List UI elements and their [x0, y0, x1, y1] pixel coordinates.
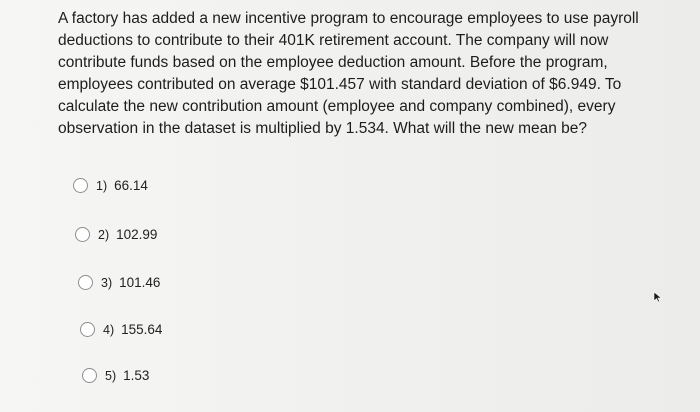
- radio-button-icon[interactable]: [75, 227, 90, 242]
- question-line-6: observation in the dataset is multiplied by 1.534. What will the new mean be?: [58, 120, 588, 137]
- option-value: 155.64: [121, 322, 163, 337]
- answer-option-5[interactable]: [82, 368, 149, 383]
- option-number: 5): [105, 368, 117, 383]
- option-value: 1.53: [123, 368, 150, 383]
- option-value: 101.46: [119, 275, 161, 290]
- question-line-2: deductions to contribute to their 401K retirement account. The company will now: [58, 32, 609, 49]
- answer-option-2[interactable]: [75, 227, 157, 242]
- question-line-4: employees contributed on average $101.457 with standard deviation of $6.949. To: [58, 76, 622, 93]
- option-number: 3): [101, 275, 113, 290]
- radio-button-icon[interactable]: [73, 178, 88, 193]
- question-line-5: calculate the new contribution amount (employee and company combined), every: [58, 98, 616, 115]
- radio-button-icon[interactable]: [80, 322, 95, 337]
- option-number: 1): [96, 178, 108, 193]
- option-value: 66.14: [114, 178, 148, 193]
- option-number: 2): [98, 227, 110, 242]
- answer-option-3[interactable]: [78, 275, 160, 290]
- radio-button-icon[interactable]: [78, 275, 93, 290]
- question-line-1: A factory has added a new incentive program to encourage employees to use payroll: [58, 10, 639, 27]
- option-number: 4): [103, 322, 115, 337]
- question-line-3: contribute funds based on the employee deduction amount. Before the program,: [58, 54, 608, 71]
- mouse-pointer-icon: [653, 291, 663, 303]
- answer-option-1[interactable]: [73, 178, 148, 193]
- option-value: 102.99: [116, 227, 158, 242]
- answer-option-4[interactable]: [80, 322, 162, 337]
- radio-button-icon[interactable]: [82, 368, 97, 383]
